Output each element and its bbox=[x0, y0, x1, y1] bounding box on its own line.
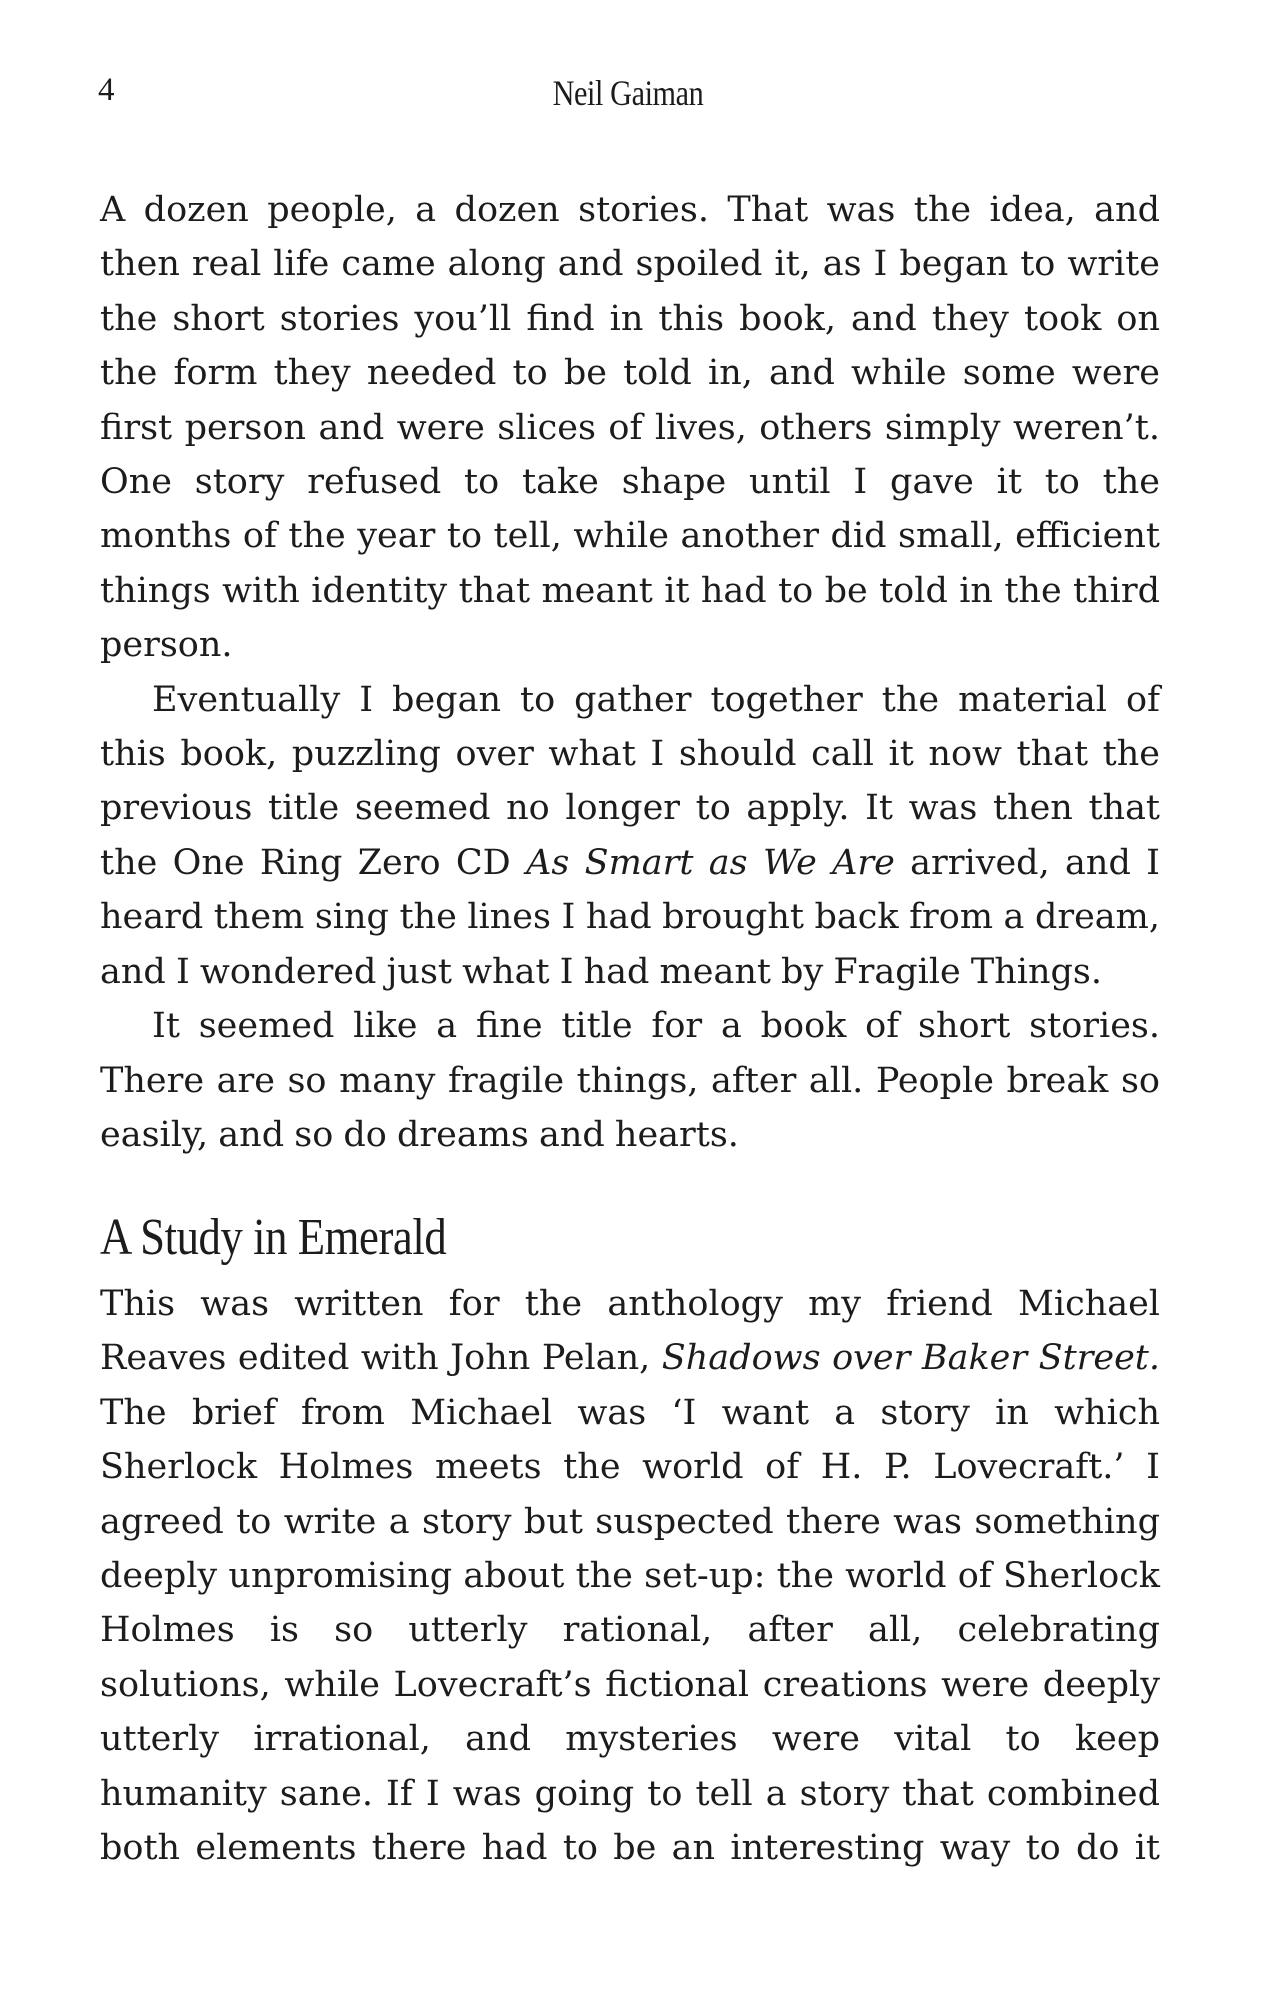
section-text bbox=[100, 1277, 1160, 1875]
paragraph-2-text-before: Eventually I began to gather together the material of this book, puzzling over what I should call it now that the previous title seemed no longer to apply. It was then that the One Ring Zero CD bbox=[100, 679, 1160, 883]
paragraph-2-text-after: arrived, and I heard them sing the lines I had brought back from a dream, and I wondered just what I had meant by Fragile Things. bbox=[100, 842, 1160, 992]
running-head bbox=[98, 72, 1158, 122]
paragraph-2 bbox=[100, 673, 1160, 999]
paragraph-3: It seemed like a fine title for a book of short stories. There are so many fragile things, after all. People break so easily, and so do dreams and hearts. bbox=[100, 1006, 1160, 1155]
album-title: As Smart as We Are bbox=[526, 842, 895, 883]
section-paragraph bbox=[100, 1277, 1160, 1875]
section-heading: A Study in Emerald bbox=[100, 1209, 447, 1266]
introduction-text bbox=[100, 183, 1160, 1162]
section-text-after: The brief from Michael was ‘I want a story in which Sherlock Holmes meets the world of H. P. Lovecraft.’ I agreed to write a story but suspected there was something deeply unpromising about the set-up: the world of Sherlock Holmes is so utterly rational, after all, celebrating solutions, while Lovecraft’s fictional creations were deeply utterly irrational, and mysteries were vital to keep humanity sane. If I was going to tell a story that combined both elements there had to be an interesting way to do it bbox=[100, 1392, 1160, 1869]
page-number: 4 bbox=[98, 72, 115, 108]
anthology-title: Shadows over Baker Street. bbox=[661, 1338, 1160, 1379]
paragraph-1: A dozen people, a dozen stories. That was the idea, and then real life came along and spoiled it, as I began to write the short stories you’ll find in this book, and they took on the form they needed to be told in, and while some were first person and were slices of lives, others simply weren’t. One story refused to take shape until I gave it to the months of the year to tell, while another did small, efficient things with identity that meant it had to be told in the third person. bbox=[100, 190, 1160, 666]
running-title: Neil Gaiman bbox=[552, 73, 704, 113]
section-text-before: This was written for the anthology my friend Michael Reaves edited with John Pelan, bbox=[100, 1284, 1160, 1379]
